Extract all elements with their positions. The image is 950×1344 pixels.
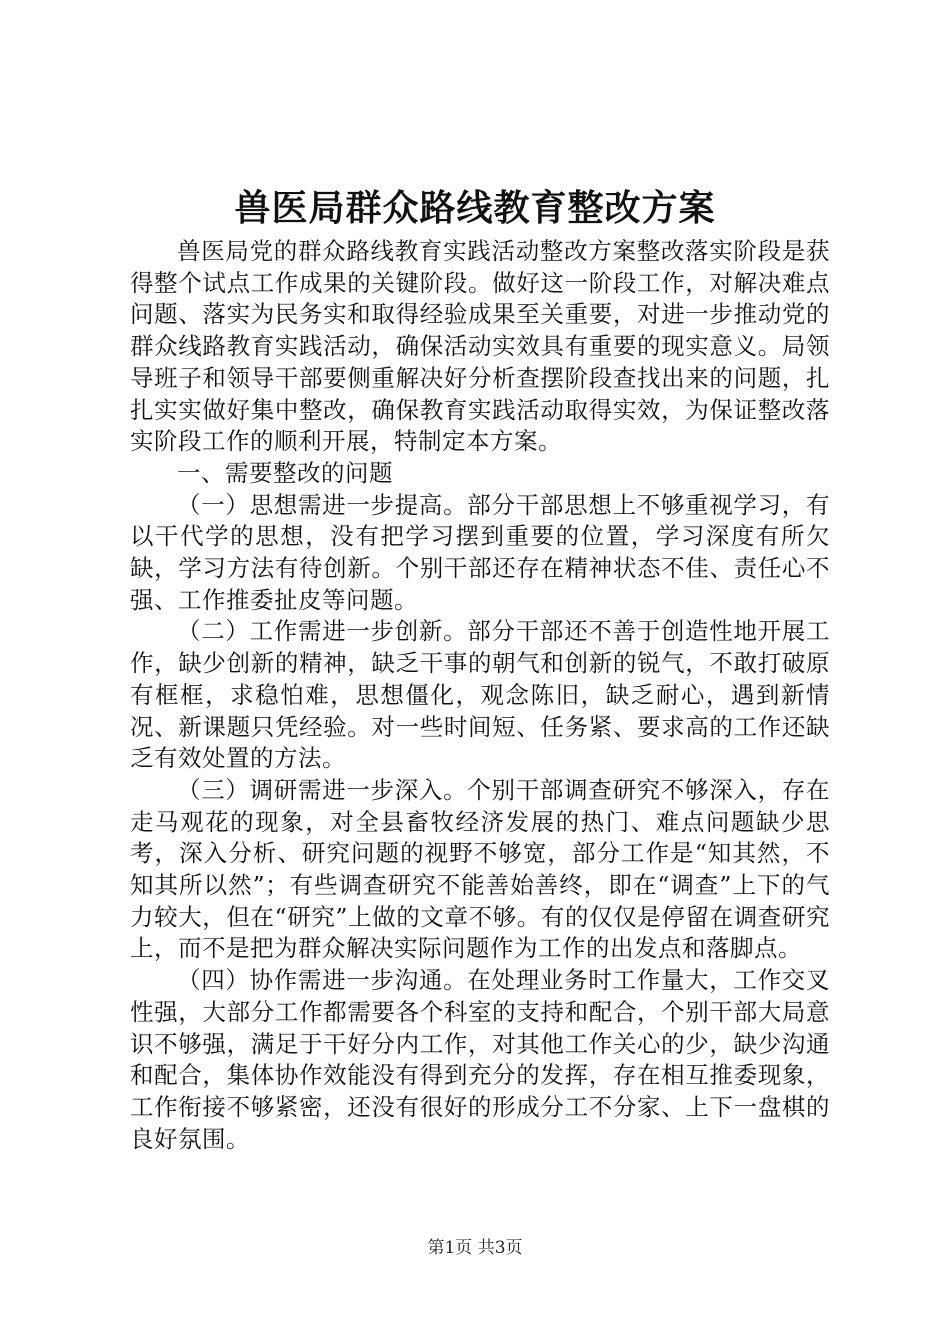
issue-paragraph-2: （二）工作需进一步创新。部分干部还不善于创造性地开展工作，缺少创新的精神，缺乏干事的朝气和创新的锐气，不敢打破原有框框，求稳怕难，思想僵化，观念陈旧，缺乏耐心，遇到新情况、新课题只凭经验。对一些时间短、任务紧、要求高的工作还缺乏有效处置的方法。 <box>130 617 830 773</box>
issue-paragraph-3: （三）调研需进一步深入。个别干部调查研究不够深入，存在走马观花的现象，对全县畜牧经济发展的热门、难点问题缺少思考，深入分析、研究问题的视野不够宽，部分工作是“知其然，不知其所以然”；有些调查研究不能善始善终，即在“调查”上下的气力较大，但在“研究”上做的文章不够。有的仅仅是停留在调查研究上，而不是把为群众解决实际问题作为工作的出发点和落脚点。 <box>130 775 830 963</box>
issue-paragraph-4: （四）协作需进一步沟通。在处理业务时工作量大，工作交叉性强，大部分工作都需要各个科室的支持和配合，个别干部大局意识不够强，满足于干好分内工作，对其他工作关心的少，缺少沟通和配合，集体协作效能没有得到充分的发挥，存在相互推委现象，工作衔接不够紧密，还没有很好的形成分工不分家、上下一盘棋的良好氛围。 <box>130 966 830 1153</box>
document-body <box>130 236 830 1155</box>
section-heading: 一、需要整改的问题 <box>177 458 393 487</box>
document-title: 兽医局群众路线教育整改方案 <box>234 187 716 229</box>
page-footer: 第1页 共3页 <box>427 1238 523 1258</box>
intro-paragraph: 兽医局党的群众路线教育实践活动整改方案整改落实阶段是获得整个试点工作成果的关键阶段。做好这一阶段工作，对解决难点问题、落实为民务实和取得经验成果至关重要，对进一步推动党的群众线路教育实践活动，确保活动实效具有重要的现实意义。局领导班子和领导干部要侧重解决好分析查摆阶段查找出来的问题，扎扎实实做好集中整改，确保教育实践活动取得实效，为保证整改落实阶段工作的顺利开展，特制定本方案。 <box>130 237 830 456</box>
issue-paragraph-1: （一）思想需进一步提高。部分干部思想上不够重视学习，有以干代学的思想，没有把学习摆到重要的位置，学习深度有所欠缺，学习方法有待创新。个别干部还存在精神状态不佳、责任心不强、工作推委扯皮等问题。 <box>130 490 830 614</box>
